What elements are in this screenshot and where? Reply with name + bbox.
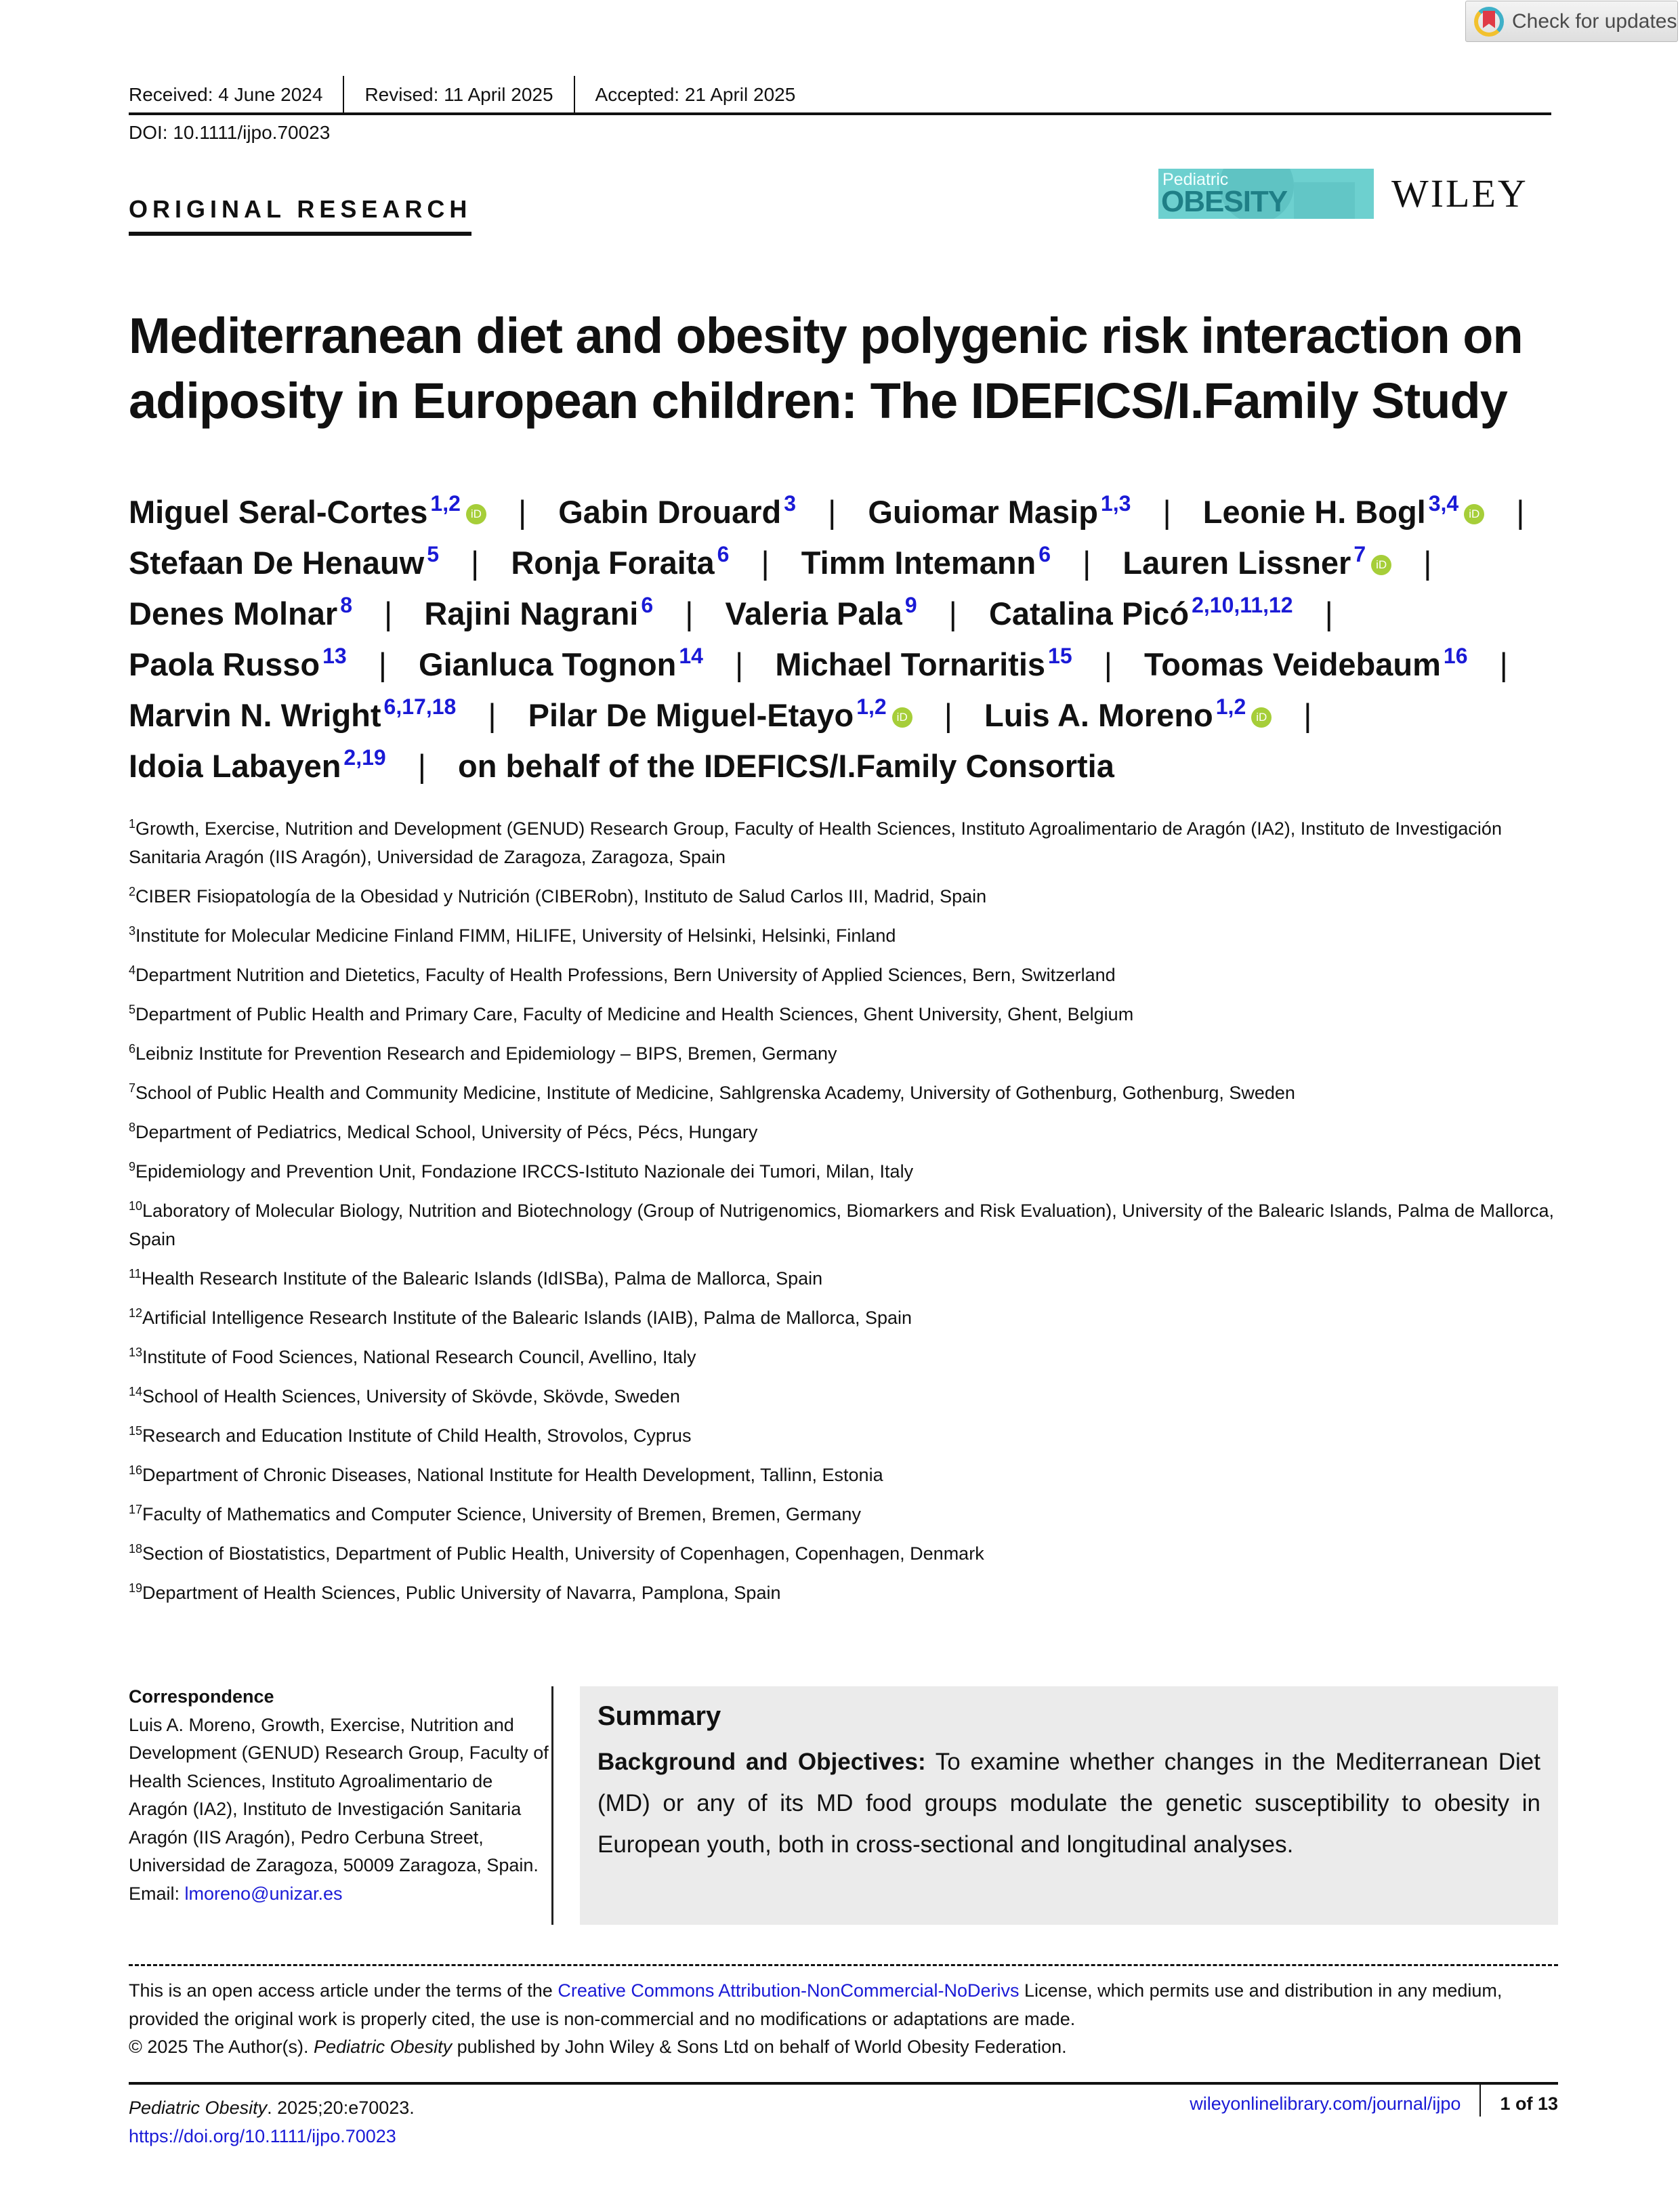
- affiliation-ref[interactable]: 6,17,18: [383, 694, 457, 719]
- affiliation-text: Department of Public Health and Primary Care, Faculty of Medicine and Health Sciences, Ghent University, Ghent, Belgium: [135, 1004, 1134, 1024]
- affiliation-number: 18: [129, 1542, 143, 1556]
- license-after: License, which permits use and distribution in any medium, provided the original work is properly cited, the use is non-commercial and no modifications or adaptations are made.: [129, 1980, 1503, 2029]
- affiliation-item: [129, 961, 1558, 989]
- author-separator: |: [1499, 646, 1508, 682]
- author-separator: |: [518, 494, 527, 530]
- author-separator: |: [1104, 646, 1112, 682]
- affiliation-ref[interactable]: 5: [427, 542, 439, 566]
- orcid-icon[interactable]: iD: [466, 504, 486, 524]
- author-separator: |: [488, 697, 497, 733]
- check-for-updates-label: Check for updates: [1512, 9, 1677, 33]
- license-text: [129, 1977, 1558, 2062]
- author[interactable]: [129, 542, 439, 581]
- author-name: Stefaan De Henauw: [129, 545, 425, 581]
- author-separator: |: [761, 545, 770, 581]
- affiliation-ref[interactable]: 15: [1048, 644, 1072, 668]
- affiliation-number: 5: [129, 1003, 136, 1016]
- email-label: Email:: [129, 1883, 185, 1904]
- affiliation-text: Department of Pediatrics, Medical School, University of Pécs, Pécs, Hungary: [135, 1122, 758, 1142]
- author-separator: |: [948, 596, 957, 631]
- author[interactable]: [868, 491, 1131, 530]
- author-name: Toomas Veidebaum: [1143, 646, 1441, 682]
- affiliation-number: 16: [129, 1463, 143, 1477]
- journal-logo[interactable]: [1158, 169, 1374, 219]
- author[interactable]: [775, 646, 1072, 682]
- affiliation-text: Institute for Molecular Medicine Finland FIMM, HiLIFE, University of Helsinki, Helsinki, Finland: [135, 925, 896, 946]
- affiliation-item: [129, 1461, 1558, 1489]
- summary-label: Background and Objectives:: [597, 1749, 926, 1775]
- affiliation-number: 9: [129, 1160, 136, 1173]
- affiliation-item: [129, 1118, 1558, 1146]
- affiliation-item: [129, 1304, 1558, 1332]
- affiliation-item: [129, 882, 1558, 911]
- copyright-suffix: published by John Wiley & Sons Ltd on behalf of World Obesity Federation.: [452, 2037, 1067, 2057]
- affiliation-text: Faculty of Mathematics and Computer Science, University of Bremen, Bremen, Germany: [142, 1504, 861, 1524]
- copyright-journal: Pediatric Obesity: [314, 2037, 453, 2057]
- author-name: Pilar De Miguel-Etayo: [528, 697, 854, 733]
- author-name: Lauren Lissner: [1122, 545, 1351, 581]
- affiliation-ref[interactable]: 1,3: [1100, 491, 1131, 516]
- affiliation-text: Research and Education Institute of Child Health, Strovolos, Cyprus: [142, 1425, 692, 1446]
- affiliation-item: [129, 1421, 1558, 1450]
- author[interactable]: [801, 542, 1051, 581]
- affiliation-ref[interactable]: 7: [1353, 542, 1366, 566]
- affiliation-text: Department Nutrition and Dietetics, Faculty of Health Professions, Bern University of Applied Sciences, Bern, Switzerland: [135, 965, 1116, 985]
- accepted-date: Accepted: 21 April 2025: [574, 76, 816, 112]
- author-name: Catalina Picó: [988, 596, 1190, 631]
- article-history: [129, 76, 1551, 115]
- affiliation-text: Section of Biostatistics, Department of Public Health, University of Copenhagen, Copenhagen, Denmark: [142, 1543, 984, 1564]
- affiliation-item: [129, 1196, 1558, 1253]
- affiliation-item: [129, 1079, 1558, 1107]
- author-name: Paola Russo: [129, 646, 320, 682]
- affiliation-item: [129, 1000, 1558, 1028]
- author-name: Michael Tornaritis: [775, 646, 1046, 682]
- publisher-logo[interactable]: WILEY: [1391, 171, 1528, 215]
- affiliation-text: Laboratory of Molecular Biology, Nutrition and Biotechnology (Group of Nutrigenomics, Biomarkers and Risk Evaluation), University of the Balearic Islands, Palma de Mallorca, Spain: [129, 1201, 1554, 1249]
- affiliation-number: 14: [129, 1385, 143, 1398]
- affiliation-number: 8: [129, 1121, 136, 1134]
- affiliation-number: 11: [129, 1267, 142, 1280]
- author[interactable]: [129, 491, 486, 530]
- author-name: Valeria Pala: [725, 596, 902, 631]
- author-name: Ronja Foraita: [511, 545, 715, 581]
- author-separator: |: [1423, 545, 1432, 581]
- author[interactable]: [1122, 542, 1391, 581]
- affiliation-number: 1: [129, 817, 136, 831]
- summary-body: To examine whether changes in the Mediterranean Diet (MD) or any of its MD food groups modulate the genetic susceptibility to obesity in European youth, both in cross-sectional and longitudinal analyses.: [597, 1749, 1540, 1858]
- author[interactable]: [129, 745, 386, 784]
- author-name: Leonie H. Bogl: [1202, 494, 1426, 530]
- author[interactable]: [419, 646, 703, 682]
- affiliation-item: [129, 1579, 1558, 1607]
- affiliation-text: Health Research Institute of the Balearic Islands (IdISBa), Palma de Mallorca, Spain: [141, 1268, 823, 1289]
- affiliation-number: 7: [129, 1081, 136, 1095]
- page-number: 1 of 13: [1479, 2084, 1558, 2117]
- author-name: Denes Molnar: [129, 596, 338, 631]
- author-separator: |: [685, 596, 694, 631]
- author-separator: |: [417, 748, 426, 784]
- affiliation-ref[interactable]: 1,2: [1215, 694, 1246, 719]
- author-separator: |: [1324, 596, 1333, 631]
- check-for-updates-button[interactable]: [1465, 1, 1678, 42]
- affiliation-number: 6: [129, 1042, 136, 1056]
- affiliation-text: Department of Health Sciences, Public University of Navarra, Pamplona, Spain: [142, 1583, 781, 1603]
- author-separator: |: [1083, 545, 1091, 581]
- author-name: Timm Intemann: [801, 545, 1036, 581]
- affiliation-ref[interactable]: 3: [784, 491, 797, 516]
- journal-url-link[interactable]: wileyonlinelibrary.com/journal/ijpo: [1190, 2094, 1461, 2114]
- affiliation-number: 12: [129, 1306, 143, 1320]
- orcid-icon[interactable]: iD: [1464, 504, 1484, 524]
- affiliation-ref[interactable]: 1,2: [430, 491, 461, 516]
- affiliation-number: 19: [129, 1581, 143, 1595]
- affiliation-text: Leibniz Institute for Prevention Research and Epidemiology – BIPS, Bremen, Germany: [135, 1043, 837, 1064]
- citation-journal: Pediatric Obesity: [129, 2098, 268, 2118]
- affiliation-text: Epidemiology and Prevention Unit, Fondazione IRCCS-Istituto Nazionale dei Tumori, Milan, Italy: [135, 1161, 914, 1182]
- author-separator: |: [471, 545, 480, 581]
- journal-logo-line2: OBESITY: [1161, 185, 1288, 218]
- affiliation-text: Department of Chronic Diseases, National Institute for Health Development, Tallinn, Estonia: [142, 1465, 883, 1485]
- affiliation-text: Artificial Intelligence Research Institute of the Balearic Islands (IAIB), Palma de Mallorca, Spain: [142, 1308, 912, 1328]
- author-separator: |: [1303, 697, 1312, 733]
- author-name: Rajini Nagrani: [424, 596, 639, 631]
- author[interactable]: [458, 748, 1114, 784]
- summary-text: [597, 1741, 1540, 1865]
- affiliation-ref[interactable]: 14: [679, 644, 703, 668]
- affiliation-text: Growth, Exercise, Nutrition and Development (GENUD) Research Group, Faculty of Health Sciences, Instituto Agroalimentario de Aragón (IA2), Instituto de Investigación Sanitaria Aragón (IIS Aragón), Universidad de Zaragoza, Zaragoza, Spain: [129, 818, 1502, 867]
- affiliation-item: [129, 814, 1558, 871]
- correspondence: [129, 1683, 549, 1908]
- footer-right: [1190, 2084, 1558, 2117]
- affiliation-ref[interactable]: 9: [904, 593, 917, 617]
- affiliation-ref[interactable]: 8: [340, 593, 352, 617]
- email-link[interactable]: lmoreno@unizar.es: [184, 1883, 343, 1904]
- affiliation-number: 2: [129, 885, 136, 898]
- author-name: Luis A. Moreno: [984, 697, 1213, 733]
- author[interactable]: [1202, 491, 1484, 530]
- orcid-icon[interactable]: iD: [1251, 707, 1272, 728]
- author[interactable]: [528, 694, 912, 733]
- affiliation-text: CIBER Fisiopatología de la Obesidad y Nutrición (CIBERobn), Instituto de Salud Carlos III, Madrid, Spain: [135, 886, 987, 907]
- divider: [129, 1964, 1558, 1966]
- crossmark-icon: [1474, 7, 1504, 37]
- affiliation-item: [129, 1157, 1558, 1186]
- copyright-prefix: © 2025 The Author(s).: [129, 2037, 314, 2057]
- affiliation-number: 15: [129, 1424, 143, 1438]
- affiliation-number: 13: [129, 1346, 143, 1359]
- author-name: Miguel Seral-Cortes: [129, 494, 428, 530]
- received-date: Received: 4 June 2024: [129, 84, 323, 105]
- affiliation-number: 4: [129, 963, 136, 977]
- affiliation-number: 3: [129, 924, 136, 938]
- affiliation-ref[interactable]: 13: [322, 644, 347, 668]
- author-list: [129, 486, 1558, 791]
- divider: [551, 1686, 553, 1925]
- affiliation-item: [129, 1382, 1558, 1411]
- author-separator: |: [828, 494, 837, 530]
- doi-link[interactable]: https://doi.org/10.1111/ijpo.70023: [129, 2126, 396, 2146]
- affiliation-item: [129, 1343, 1558, 1371]
- affiliation-number: 10: [129, 1199, 143, 1213]
- author[interactable]: [129, 593, 352, 631]
- affiliation-ref[interactable]: 6: [717, 542, 730, 566]
- author-name: Marvin N. Wright: [129, 697, 381, 733]
- author-name: Guiomar Masip: [868, 494, 1098, 530]
- author[interactable]: [424, 593, 654, 631]
- affiliation-ref[interactable]: 2,10,11,12: [1192, 593, 1293, 617]
- author-name: Gianluca Tognon: [419, 646, 677, 682]
- footer-citation: [129, 2094, 415, 2150]
- license-link[interactable]: Creative Commons Attribution-NonCommercial-NoDerivs: [558, 1980, 1020, 2001]
- affiliation-item: [129, 921, 1558, 950]
- affiliation-ref[interactable]: 3,4: [1428, 491, 1459, 516]
- article-title: Mediterranean diet and obesity polygenic risk interaction on adiposity in European children: The IDEFICS/I.Family Study: [129, 308, 1523, 429]
- affiliation-item: [129, 1539, 1558, 1568]
- author[interactable]: [511, 542, 730, 581]
- affiliation-ref[interactable]: 1,2: [856, 694, 887, 719]
- author-separator: |: [1516, 494, 1525, 530]
- affiliation-item: [129, 1039, 1558, 1068]
- author[interactable]: [558, 491, 797, 530]
- journal-logo-line1: Pediatric: [1162, 170, 1229, 189]
- author[interactable]: [129, 694, 457, 733]
- doi: DOI: 10.1111/ijpo.70023: [129, 122, 331, 143]
- author-name: Gabin Drouard: [558, 494, 782, 530]
- affiliation-text: School of Health Sciences, University of Skövde, Skövde, Sweden: [142, 1386, 680, 1407]
- license-before: This is an open access article under the terms of the: [129, 1980, 558, 2001]
- author[interactable]: [1144, 646, 1468, 682]
- author-name: on behalf of the IDEFICS/I.Family Consortia: [458, 748, 1114, 784]
- orcid-icon[interactable]: iD: [1371, 555, 1391, 575]
- correspondence-body: [129, 1711, 549, 1909]
- author[interactable]: [725, 593, 917, 631]
- affiliation-text: School of Public Health and Community Medicine, Institute of Medicine, Sahlgrenska Academy, University of Gothenburg, Gothenburg, Sweden: [135, 1083, 1295, 1103]
- author[interactable]: [129, 646, 347, 682]
- correspondence-title: Correspondence: [129, 1686, 274, 1707]
- correspondence-address: Luis A. Moreno, Growth, Exercise, Nutrition and Development (GENUD) Research Group, Faculty of Health Sciences, Instituto Agroalimentario de Aragón (IA2), Instituto de Investigación Sanitaria Aragón (IIS Aragón), Pedro Cerbuna Street, Universidad de Zaragoza, 50009 Zaragoza, Spain.: [129, 1714, 549, 1875]
- affiliation-item: [129, 1500, 1558, 1528]
- affiliation-text: Institute of Food Sciences, National Research Council, Avellino, Italy: [142, 1347, 696, 1367]
- affiliation-ref[interactable]: 6: [1038, 542, 1051, 566]
- affiliations: [129, 814, 1558, 1618]
- affiliation-number: 17: [129, 1503, 143, 1516]
- author-separator: |: [384, 596, 393, 631]
- author-separator: |: [378, 646, 387, 682]
- affiliation-item: [129, 1264, 1558, 1293]
- author-separator: |: [944, 697, 952, 733]
- affiliation-ref[interactable]: 16: [1443, 644, 1468, 668]
- summary-title: Summary: [597, 1701, 721, 1731]
- author[interactable]: [988, 593, 1293, 631]
- author[interactable]: [984, 694, 1272, 733]
- revised-date: Revised: 11 April 2025: [343, 76, 573, 112]
- author-name: Idoia Labayen: [129, 748, 341, 784]
- summary-box: [580, 1686, 1558, 1925]
- orcid-icon[interactable]: iD: [892, 707, 912, 728]
- citation-details: . 2025;20:e70023.: [267, 2098, 415, 2118]
- author-separator: |: [735, 646, 744, 682]
- article-type: ORIGINAL RESEARCH: [129, 195, 471, 236]
- affiliation-ref[interactable]: 6: [641, 593, 654, 617]
- author-separator: |: [1162, 494, 1171, 530]
- affiliation-ref[interactable]: 2,19: [343, 745, 386, 770]
